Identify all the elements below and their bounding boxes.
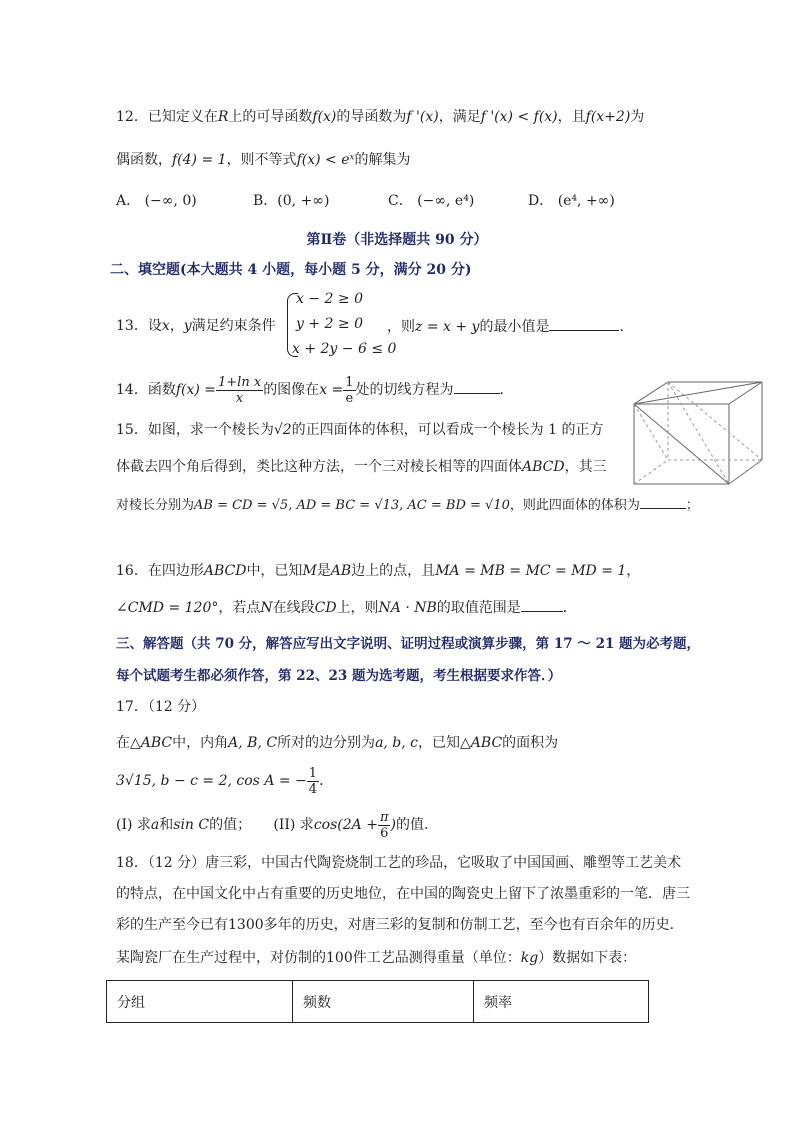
text: ，且 [557, 109, 586, 125]
math-triangle: △ABC [460, 735, 503, 751]
text: 13．设 [116, 318, 162, 334]
q17-line2 [116, 762, 333, 800]
q16-line1 [116, 561, 640, 581]
math-n: N [260, 600, 273, 616]
q14-line [116, 372, 514, 408]
math-ab: AB [330, 563, 352, 579]
text: 对棱长分别为 [116, 498, 195, 513]
text: 的值． [395, 817, 438, 833]
text: ； [685, 498, 699, 513]
math-eq: MA = MB = MC = MD = 1 [435, 563, 627, 579]
q13-prefix [116, 316, 276, 336]
text: 上，则 [336, 600, 379, 616]
math-sides: a, b, c [375, 735, 419, 751]
text: 某陶瓷厂在生产过程中，对仿制的100件工艺品测得重量（单位： [116, 950, 521, 966]
numerator: 1 [345, 374, 354, 390]
denominator: e [345, 390, 354, 406]
q18-line4 [116, 948, 636, 968]
text: ，则 [387, 319, 415, 335]
text: ，则此四面体的体积为 [509, 498, 640, 513]
tetra-edge [634, 382, 762, 404]
math-edges: AB = CD = √5, AD = BC = √13, AC = BD = √10 [194, 498, 510, 513]
text: 的导函数为 [336, 109, 407, 125]
math-angles: A, B, C [228, 735, 278, 751]
math-angle: ∠CMD = 120° [116, 600, 219, 616]
math-xeq: x = [319, 382, 344, 398]
fraction [378, 810, 391, 841]
math-fx: f(x) [312, 109, 337, 125]
text: 所对的边分别为 [277, 735, 376, 751]
text: ，其三 [564, 459, 607, 475]
text: 的解集为 [354, 152, 411, 168]
math-m: M [302, 563, 317, 579]
math-y: y [183, 318, 192, 334]
math-fpx: f '(x) [406, 109, 439, 125]
text: 为 [630, 109, 645, 125]
math-x: x [161, 318, 170, 334]
text: ． [499, 382, 514, 398]
section3-line1: 三、解答题（共 70 分，解答应写出文字说明、证明过程或演算步骤，第 17 ～ 21 题为必考题， [116, 636, 701, 652]
table-header-cell: 频数 [293, 981, 474, 1023]
cube-figure [632, 380, 772, 488]
answer-blank[interactable] [640, 494, 686, 509]
answer-blank[interactable] [549, 316, 619, 331]
text: 在 [116, 735, 130, 751]
text: ， [626, 563, 641, 579]
text: ）数据如下表： [538, 950, 637, 966]
text: 满足约束条件 [191, 318, 276, 334]
tetra-edge [668, 382, 729, 484]
text: ，若点 [218, 600, 261, 616]
denominator: 4 [308, 781, 318, 797]
text: 的面积为 [502, 735, 559, 751]
q17-line3 [116, 806, 438, 844]
option-value: (−∞, 0) [144, 193, 197, 209]
text: (II) 求 [273, 817, 314, 833]
text: 在线段 [272, 600, 315, 616]
text: 和 [159, 817, 174, 833]
math-cos: cos(2A + [313, 817, 378, 833]
text: ． [619, 319, 634, 335]
table-header-cell: 分组 [107, 981, 293, 1023]
math-ineq: f(x) < eˣ [296, 152, 355, 168]
text: 处的切线方程为 [355, 382, 454, 398]
option-label: D． [528, 193, 554, 209]
q12-line1 [116, 107, 644, 127]
q12-option-d [528, 191, 615, 211]
text: 的取值范围是 [436, 600, 521, 616]
constraint-1: x − 2 ≥ 0 [296, 291, 363, 307]
constraint-2: y + 2 ≥ 0 [296, 316, 363, 332]
q17-line1 [116, 733, 558, 753]
q13-suffix [387, 316, 633, 337]
option-value: (−∞, e⁴) [417, 193, 475, 209]
option-label: B． [253, 193, 278, 209]
numerator: 1 [308, 765, 318, 781]
q12-option-a [116, 191, 197, 211]
math-abcd: ABCD [522, 459, 565, 475]
tetra-edge [668, 382, 762, 460]
frequency-table [106, 980, 649, 1023]
q15-line2 [116, 457, 607, 477]
fraction [307, 766, 319, 797]
math-cond: f '(x) < f(x) [480, 109, 558, 125]
math-dot-product: NA · NB [378, 600, 437, 616]
option-value: (e⁴, +∞) [557, 193, 615, 209]
answer-blank[interactable] [521, 597, 563, 612]
q15-line1 [116, 420, 603, 440]
denominator: 6 [380, 825, 389, 841]
q12-option-c [388, 191, 474, 211]
text: (I) 求 [116, 817, 151, 833]
text: 12．已知定义在 [116, 109, 218, 125]
text: 中，内角 [172, 735, 229, 751]
constraint-3: x + 2y − 6 ≤ 0 [292, 341, 397, 357]
math-triangle: △ABC [130, 735, 173, 751]
option-label: C． [388, 193, 413, 209]
numerator: π [379, 809, 389, 825]
q18-line2: 的特点，在中国文化中占有重要的历史地位，在中国的陶瓷史上留下了浓墨重彩的一笔．唐三 [116, 886, 690, 902]
text: 偶函数， [116, 152, 172, 168]
math-sinc: sin C [173, 817, 210, 833]
text: 是 [316, 563, 331, 579]
math-paren: ) [390, 817, 396, 833]
denominator: x [235, 390, 244, 406]
math-z: z = x + y [415, 319, 480, 335]
table-header-row [107, 981, 649, 1023]
tetra-edge [634, 404, 668, 460]
math-R: R [217, 109, 229, 125]
text: 上的可导函数 [228, 109, 313, 125]
text: ． [319, 773, 334, 789]
math-a: a [150, 817, 160, 833]
math-f4: f(4) = 1 [172, 152, 227, 168]
math-abcd: ABCD [203, 563, 247, 579]
q18-line3: 彩的生产至今已有1300多年的历史，对唐三彩的复制和仿制工艺，至今也有百余年的历史． [116, 917, 684, 933]
text: 中，已知 [246, 563, 303, 579]
section3-line2: 每个试题考生都必须作答，第 22、23 题为选考题，考生根据要求作答．） [116, 668, 562, 684]
option-value: (0, +∞) [277, 193, 330, 209]
math-fx2: f(x+2) [585, 109, 631, 125]
q16-line2 [116, 597, 577, 618]
text: 的值； [209, 817, 252, 833]
q12-line2 [116, 150, 410, 170]
math-given: 3√15, b − c = 2, cos A = − [116, 773, 307, 789]
numerator: 1+ln x [218, 374, 262, 390]
text: 的最小值是 [479, 319, 550, 335]
answer-blank[interactable] [454, 379, 500, 394]
text: 15．如图，求一个棱长为 [116, 422, 274, 438]
text: 的正四面体的体积，可以看成一个棱长为 1 的正方 [291, 422, 604, 438]
text: ，满足 [438, 109, 481, 125]
text: ． [562, 600, 577, 616]
math-cd: CD [314, 600, 337, 616]
text: 的图像在 [263, 382, 320, 398]
table-header-cell: 频率 [474, 981, 649, 1023]
text: 14．函数 [116, 382, 176, 398]
tetra-edge [634, 404, 729, 484]
fraction [343, 375, 355, 406]
text: ，则不等式 [226, 152, 297, 168]
q15-line3 [116, 494, 699, 516]
q12-option-b [253, 191, 329, 211]
text: 体截去四个角后得到，类比这种方法，一个三对棱长相等的四面体 [116, 459, 522, 475]
fraction [216, 375, 263, 406]
q17-header: 17．（12 分） [116, 699, 206, 715]
math-kg: kg [520, 950, 539, 966]
section2-title: 二、填空题(本大题共 4 小题，每小题 5 分，满分 20 分) [110, 262, 472, 278]
cube-hidden-edge [634, 460, 668, 484]
math-sqrt2: √2 [273, 422, 292, 438]
option-label: A． [116, 193, 141, 209]
part2-title: 第Ⅱ卷（非选择题共 90 分） [306, 232, 488, 248]
q18-line1: 18．（12 分）唐三彩，中国古代陶瓷烧制工艺的珍品，它吸取了中国国画、雕塑等工艺美术 [116, 855, 682, 871]
text: 边上的点，且 [351, 563, 436, 579]
text: 16．在四边形 [116, 563, 204, 579]
math-fx: f(x) = [175, 382, 217, 398]
text: ， [169, 318, 184, 334]
text: ，已知 [418, 735, 461, 751]
